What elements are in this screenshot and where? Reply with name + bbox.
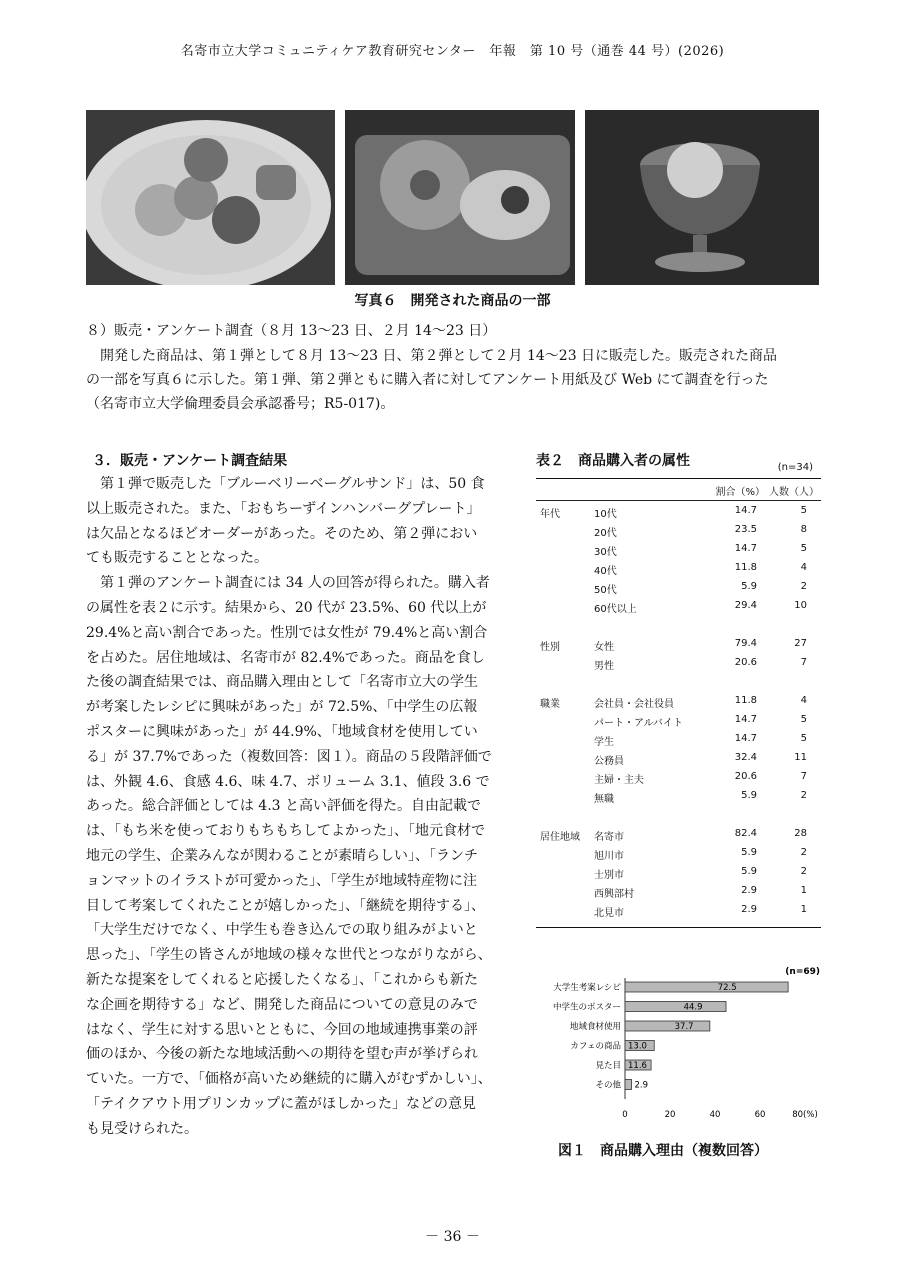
body-line: た後の調査結果では、商品購入理由として「名寄市立大の学生 (86, 674, 478, 691)
section-8-line: 開発した商品は、第１弾として８月 13〜23 日、第２弾として２月 14〜23 日に販売した。販売された商品 (86, 348, 778, 364)
bar (625, 982, 788, 992)
value-label: 44.9 (683, 1002, 703, 1013)
cell-num: 28 (794, 828, 807, 839)
body-line: 新たな提案をしてくれると応援したくなる」、「これからも新た (86, 971, 478, 988)
body-line: 以上販売された。また、「おもちーずインハンバーグプレート」 (86, 500, 481, 517)
table-row (536, 654, 821, 673)
body-line: は欠品となるほどオーダーがあった。そのため、第２弾におい (86, 525, 478, 542)
value-label: 2.9 (634, 1080, 649, 1091)
cell-num: 1 (800, 904, 807, 915)
cell-pct: 11.8 (734, 695, 757, 706)
cell-pct: 5.9 (741, 847, 757, 858)
cell-pct: 20.6 (734, 657, 757, 668)
cell-item: 10代 (594, 509, 617, 520)
purchase-reason-chart (530, 960, 830, 1140)
cell-item: 女性 (594, 642, 614, 653)
cell-pct: 5.9 (741, 866, 757, 877)
body-line: 価のほか、今後の新たな地域活動への期待を望む声が挙げられ (86, 1046, 478, 1063)
value-label: 37.7 (674, 1022, 694, 1032)
category-label: カフェの商品 (570, 1041, 621, 1052)
table-row (536, 559, 821, 578)
attribute-table (536, 450, 821, 930)
body-line: な企画を期待する」など、開発した商品についての意見のみで (86, 996, 478, 1013)
body-line: ョンマットのイラストが可愛かった」、「学生が地域特産物に注 (86, 872, 478, 889)
x-tick-label: 40 (709, 1110, 721, 1120)
chart-svg (530, 960, 830, 1140)
body-line: 目して考案してくれたことが嬉しかった」、「継続を期待する」、 (86, 897, 485, 914)
body-line: ても販売することとなった。 (86, 550, 268, 567)
x-tick-label: 20 (664, 1110, 676, 1120)
table-row (536, 787, 821, 806)
cell-item: 公務員 (594, 756, 624, 767)
cell-item: 旭川市 (594, 851, 624, 862)
x-tick-label: 60 (754, 1110, 766, 1120)
table-title: 表２ 商品購入者の属性 (536, 453, 690, 469)
table-row (536, 692, 821, 711)
body-line: の属性を表２に示す。結果から、20 代が 23.5%、60 代以上が (86, 599, 487, 616)
cell-pct: 32.4 (734, 752, 757, 763)
cell-item: 男性 (594, 661, 614, 672)
table-row (536, 882, 821, 901)
table-row (536, 730, 821, 749)
cell-num: 7 (800, 657, 807, 668)
cell-num: 7 (800, 771, 807, 782)
body-line: 地元の学生、企業みんなが関わることが素晴らしい」、「ランチ (86, 847, 478, 864)
body-line: は、「もち米を使っておりもちもちしてよかった」、「地元食材で (86, 823, 485, 840)
cell-num: 2 (800, 847, 807, 858)
cell-group: 居住地域 (540, 832, 580, 843)
cell-item: 名寄市 (594, 832, 624, 843)
body-line: は、外観 4.6、食感 4.6、味 4.7、ボリューム 3.1、値段 3.6 で (86, 773, 490, 790)
cell-item: 学生 (594, 737, 614, 748)
body-line: 第１弾で販売した「ブルーベリーベーグルサンド」は、50 食 (86, 476, 485, 492)
cell-item: 20代 (594, 528, 617, 539)
table-row (536, 711, 821, 730)
category-label: 中学生のポスター (552, 1002, 621, 1013)
table-row (536, 635, 821, 654)
cell-num: 10 (794, 600, 807, 611)
cell-pct: 5.9 (741, 790, 757, 801)
cell-num: 4 (800, 562, 807, 573)
cell-pct: 14.7 (734, 714, 757, 725)
chart-n-label: (n=69) (785, 967, 820, 977)
cell-num: 5 (800, 714, 807, 725)
table-header-row (536, 480, 821, 499)
body-line: ていた。一方で、「価格が高いため継続的に購入がむずかしい」、 (86, 1071, 492, 1088)
col-pct-header: 割合（%） (715, 487, 765, 498)
cell-pct: 11.8 (734, 562, 757, 573)
cell-num: 1 (800, 885, 807, 896)
body-line: 第１弾のアンケート調査には 34 人の回答が得られた。購入者 (86, 575, 490, 592)
cell-num: 5 (800, 733, 807, 744)
body-line: 29.4%と高い割合であった。性別では女性が 79.4%と高い割合 (86, 624, 488, 641)
table-row (536, 901, 821, 920)
body-line: はなく、学生に対する思いとともに、今回の地域連携事業の評 (86, 1021, 478, 1038)
cell-pct: 20.6 (734, 771, 757, 782)
cell-num: 8 (800, 524, 807, 535)
cell-pct: 82.4 (734, 828, 757, 839)
body-line: 「テイクアウト用プリンカップに蓋がほしかった」などの意見 (86, 1095, 477, 1112)
table-row (536, 825, 821, 844)
table-row (536, 863, 821, 882)
body-text (86, 472, 518, 1142)
cell-num: 2 (800, 790, 807, 801)
cell-item: 30代 (594, 547, 617, 558)
cell-num: 11 (794, 752, 807, 763)
section-8-line: （名寄市立大学倫理委員会承認番号；R5-017)。 (86, 396, 395, 412)
table-n: (n=34) (777, 462, 813, 473)
table-top-rule (536, 478, 821, 479)
cell-item: 会社員・会社役員 (594, 699, 674, 710)
running-header: 名寄市立大学コミュニティケア教育研究センター 年報 第 10 号（通巻 44 号）(2026) (180, 44, 725, 59)
figure-caption: 図１ 商品購入理由（複数回答） (558, 1143, 768, 1159)
cell-pct: 79.4 (734, 638, 757, 649)
cell-item: 50代 (594, 585, 617, 596)
photo-cup-dessert (585, 110, 819, 285)
cell-item: 北見市 (594, 908, 624, 919)
cell-pct: 14.7 (734, 733, 757, 744)
photo-caption: 写真６ 開発された商品の一部 (354, 293, 551, 309)
cell-num: 5 (800, 505, 807, 516)
cell-num: 27 (794, 638, 807, 649)
cell-num: 4 (800, 695, 807, 706)
table-row (536, 502, 821, 521)
cell-pct: 5.9 (741, 581, 757, 592)
cell-pct: 23.5 (734, 524, 757, 535)
cell-item: 主婦・主夫 (594, 775, 644, 786)
value-label: 13.0 (628, 1041, 647, 1052)
bar (625, 1002, 726, 1012)
category-label: 見た目 (595, 1061, 621, 1071)
section-3-title: ３．販売・アンケート調査結果 (92, 453, 288, 469)
cell-pct: 29.4 (734, 600, 757, 611)
cell-group: 性別 (540, 642, 560, 653)
section-8-line: の一部を写真６に示した。第１弾、第２弾ともに購入者に対してアンケート用紙及び Web にて調査を行った (86, 372, 769, 388)
table-bottom-rule (536, 927, 821, 928)
cell-pct: 2.9 (741, 885, 757, 896)
table-row (536, 597, 821, 616)
section-8-title: ８）販売・アンケート調査（８月 13〜23 日、２月 14〜23 日） (86, 323, 497, 339)
cell-group: 年代 (540, 509, 560, 520)
cell-pct: 2.9 (741, 904, 757, 915)
value-label: 11.6 (628, 1061, 647, 1071)
category-label: 大学生考案レシピ (553, 983, 621, 993)
table-row (536, 578, 821, 597)
body-line: ポスターに興味があった」が 44.9%、「地域食材を使用してい (86, 723, 478, 740)
bar (625, 1080, 632, 1090)
cell-pct: 14.7 (734, 543, 757, 554)
photo-hamburger-plate (86, 110, 335, 285)
table-row (536, 749, 821, 768)
body-line: 「大学生だけでなく、中学生も巻き込んでの取り組みがよいと (86, 922, 478, 939)
cell-pct: 14.7 (734, 505, 757, 516)
col-num-header: 人数（人） (769, 487, 819, 498)
cell-item: 士別市 (594, 870, 624, 881)
bar (625, 1021, 710, 1031)
body-line: も見受けられた。 (86, 1120, 198, 1137)
cell-num: 2 (800, 581, 807, 592)
photo-bagel-sandwich (345, 110, 575, 285)
category-label: 地域食材使用 (569, 1022, 621, 1032)
page-number: － 36 － (425, 1229, 480, 1245)
table-row (536, 768, 821, 787)
value-label: 72.5 (717, 983, 737, 993)
cell-item: 40代 (594, 566, 617, 577)
x-tick-label: 0 (622, 1110, 628, 1120)
category-label: その他 (595, 1080, 621, 1091)
cell-group: 職業 (540, 699, 560, 710)
body-line: あった。総合評価としては 4.3 と高い評価を得た。自由記載で (86, 798, 482, 815)
table-row (536, 844, 821, 863)
body-line: を占めた。居住地域は、名寄市が 82.4%であった。商品を食し (86, 649, 485, 666)
table-row (536, 521, 821, 540)
cell-item: 60代以上 (594, 604, 637, 615)
cell-num: 5 (800, 543, 807, 554)
x-tick-label: 80(%) (792, 1110, 818, 1120)
cell-num: 2 (800, 866, 807, 877)
table-row (536, 540, 821, 559)
table-header-rule (536, 500, 821, 501)
cell-item: 西興部村 (594, 889, 634, 900)
cell-item: 無職 (594, 794, 614, 805)
body-line: が考案したレシピに興味があった」が 72.5%、「中学生の広報 (86, 699, 478, 716)
body-line: 思った」、「学生の皆さんが地域の様々な世代とつながりながら、 (86, 947, 492, 964)
body-line: る」が 37.7%であった（複数回答：図１）。商品の５段階評価で (86, 748, 492, 765)
cell-item: パート・アルバイト (594, 718, 683, 729)
